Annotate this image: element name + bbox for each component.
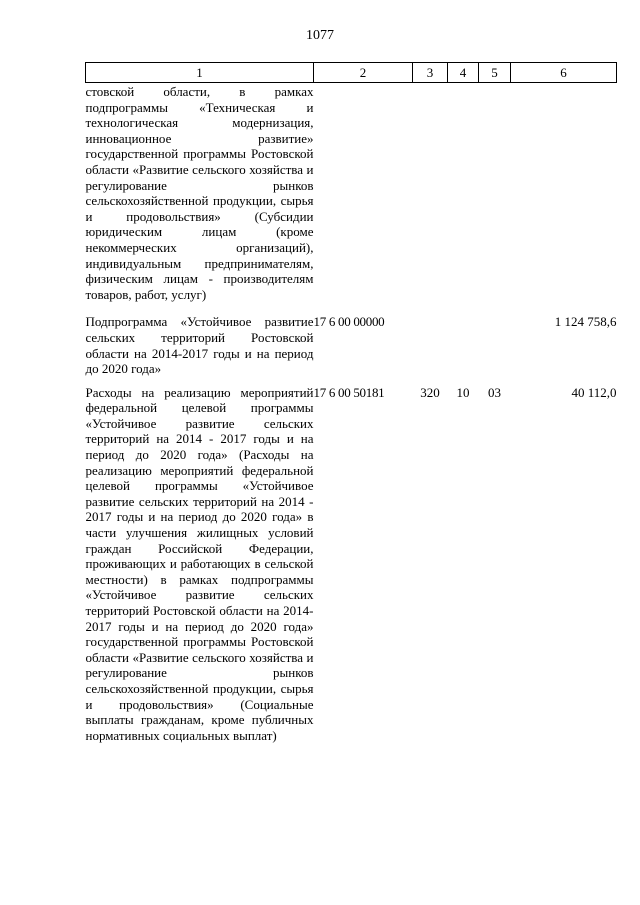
row-pr: 03 xyxy=(488,384,501,400)
header-col-3: 3 xyxy=(413,63,448,83)
row-vr xyxy=(413,83,448,311)
header-col-6: 6 xyxy=(511,63,617,83)
row-rz xyxy=(448,83,479,311)
row-amount xyxy=(511,83,617,311)
row-amount: 1 124 758,6 xyxy=(554,314,617,330)
row-code xyxy=(314,83,413,311)
table-row xyxy=(86,83,617,311)
table-row xyxy=(86,310,617,380)
row-pr xyxy=(479,310,511,380)
row-description: Расходы на реализацию мероприятий федеральной целевой программы «Устойчивое развитие сельских территорий на 2014 - 2017 годы и на период до 2020 года» (Расходы на реализацию мероприятий федеральной целевой программы «Устойчивое развитие сельских территорий на 2014 - 2017 годы и на период до 2020 года» в части улучшения жилищных условий граждан Российской Федерации, проживающих и работающих в сельской местности) в рамках подпрограммы «Устойчивое развитие сельских территорий Ростовской области на 2014-2017 годы и на период до 2020 года» государственной программы Ростовской области «Развитие сельского хозяйства и регулирование рынков сельскохозяйственной продукции, сырья и продовольствия» (Социальные выплаты гражданам, кроме публичных нормативных социальных выплат) xyxy=(85,384,314,743)
row-description: Подпрограмма «Устойчивое развитие сельских территорий Ростовской области на 2014-2017 годы и на период до 2020 года» xyxy=(85,314,314,377)
row-vr xyxy=(413,310,448,380)
row-rz xyxy=(448,310,479,380)
header-col-1: 1 xyxy=(86,63,314,83)
budget-table xyxy=(85,62,617,743)
page-number: 1077 xyxy=(306,28,334,43)
header-col-5: 5 xyxy=(479,63,511,83)
row-description: стовской области, в рамках подпрограммы «Техническая и технологическая модернизация, инновационное развитие» государственной программы Ростовской области «Развитие сельского хозяйства и регулирование рынков сельскохозяйственной продукции, сырья и продовольствия» (Субсидии юридическим лицам (кроме некоммерческих организаций), индивидуальным предпринимателям, физическим лицам - производителям товаров, работ, услуг) xyxy=(85,84,314,302)
table-header-row xyxy=(86,63,617,83)
row-pr xyxy=(479,83,511,311)
row-code: 17 6 00 00000 xyxy=(313,314,385,330)
row-rz: 10 xyxy=(456,384,470,400)
table-row xyxy=(86,381,617,744)
row-code: 17 6 00 50181 xyxy=(313,384,385,400)
row-vr: 320 xyxy=(420,384,440,400)
header-col-4: 4 xyxy=(448,63,479,83)
header-col-2: 2 xyxy=(314,63,413,83)
row-amount: 40 112,0 xyxy=(571,384,617,400)
